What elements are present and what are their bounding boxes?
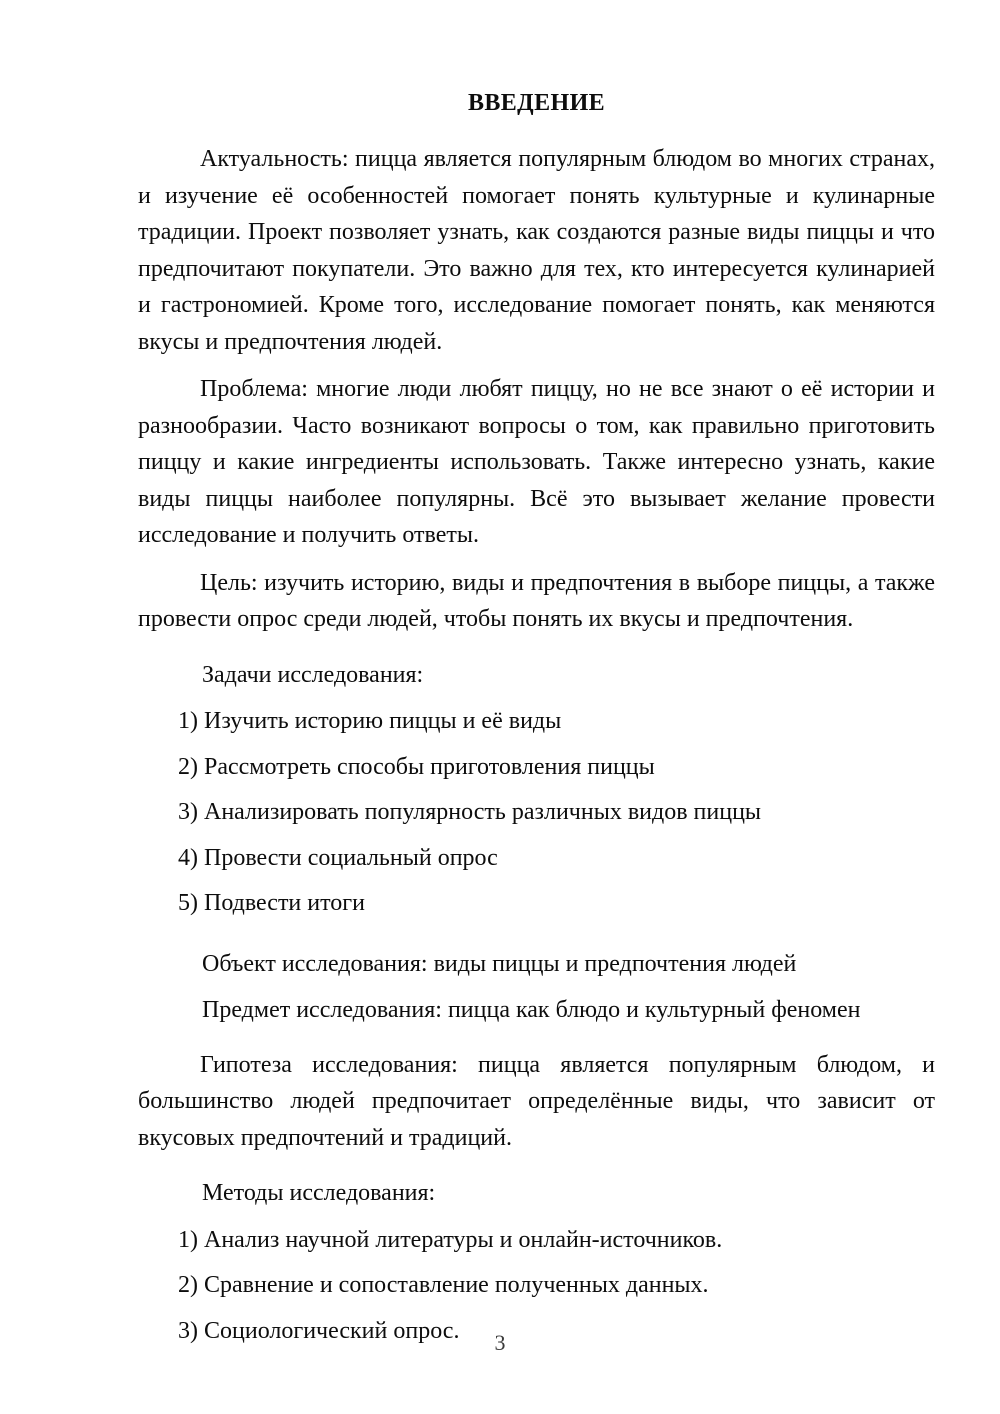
page-title: ВВЕДЕНИЕ — [467, 90, 606, 116]
list-item: 2) Рассмотреть способы приготовления пиццы — [178, 753, 655, 780]
list-item: 3) Социологический опрос. — [178, 1317, 460, 1344]
list-item: 1) Анализ научной литературы и онлайн-источников. — [178, 1226, 723, 1253]
paragraph-relevance: Актуальность: пицца является популярным блюдом во многих странах, и изучение её особенностей помогает понять культурные и кулинарные традиции. Проект позволяет узнать, как создаются разные виды пиццы и что предпочитают покупатели. Это важно для тех, кто интересуется кулинарией и гастрономией. Кроме того, исследование помогает понять, как меняются вкусы и предпочтения людей. — [138, 146, 935, 355]
spacer — [138, 649, 935, 657]
list-item: 2) Сравнение и сопоставление полученных данных. — [178, 1272, 709, 1299]
paragraph-hypothesis: Гипотеза исследования: пицца является популярным блюдом, и большинство людей предпочитает определённые виды, что зависит от вкусовых предпочтений и традиций. — [138, 1051, 935, 1151]
research-object: Объект исследования: виды пиццы и предпочтения людей — [202, 950, 797, 977]
spacer — [138, 1167, 935, 1175]
list-item: 4) Провести социальный опрос — [178, 844, 498, 871]
tasks-heading: Задачи исследования: — [202, 661, 424, 688]
tasks-list — [138, 703, 935, 922]
page-number: 3 — [494, 1330, 506, 1355]
paragraph-problem: Проблема: многие люди любят пиццу, но не все знают о её истории и разнообразии. Часто возникают вопросы о том, как правильно приготовить пиццу и какие ингредиенты использовать. Также интересно узнать, какие виды пиццы наиболее популярны. Всё это вызывает желание провести исследование и получить ответы. — [138, 376, 935, 549]
page-content — [138, 88, 935, 1359]
list-item: 5) Подвести итоги — [178, 890, 365, 917]
spacer — [138, 932, 935, 946]
paragraph-goal: Цель: изучить историю, виды и предпочтения в выборе пиццы, а также провести опрос среди людей, чтобы понять их вкусы и предпочтения. — [138, 569, 935, 633]
list-item: 1) Изучить историю пиццы и её виды — [178, 708, 562, 735]
research-subject: Предмет исследования: пицца как блюдо и культурный феномен — [202, 997, 861, 1024]
list-item: 3) Анализировать популярность различных видов пиццы — [178, 799, 762, 826]
spacer — [138, 1039, 935, 1047]
methods-heading: Методы исследования: — [202, 1180, 436, 1207]
